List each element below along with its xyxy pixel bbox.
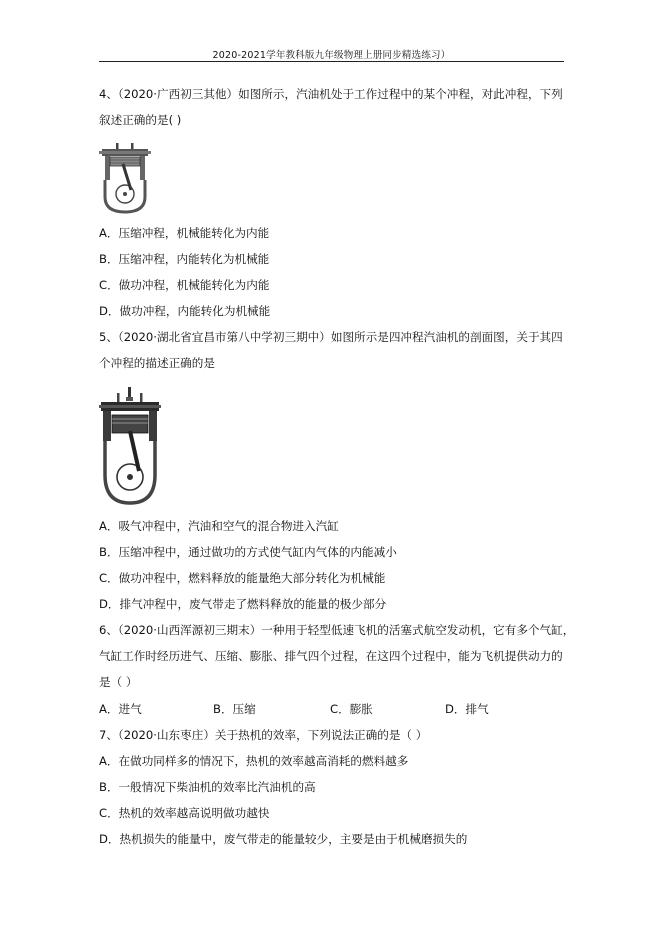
q5-option-c: C．做功冲程中，燃料释放的能量绝大部分转化为机械能 <box>99 571 386 585</box>
q4-option-d: D．做功冲程，内能转化为机械能 <box>99 304 271 318</box>
q5-engine-figure <box>99 387 161 507</box>
q5-stem-line-1: 5、（2020·湖北省宜昌市第八中学初三期中）如图所示是四冲程汽油机的剖面图，关于其四 <box>99 330 563 344</box>
q7-option-a: A．在做功同样多的情况下，热机的效率越高消耗的燃料越多 <box>99 754 409 768</box>
q4-stem-line-1: 4、（2020·广西初三其他）如图所示，汽油机处于工作过程中的某个冲程，对此冲程，下列 <box>99 87 563 101</box>
q6-stem-line-1: 6、（2020·山西浑源初三期末）一种用于轻型低速飞机的活塞式航空发动机，它有多个气缸， <box>99 623 575 637</box>
q4-stem-line-2: 叙述正确的是( ) <box>99 113 182 127</box>
q6-option-a: A．进气 <box>99 702 142 716</box>
q6-option-b: B．压缩 <box>213 702 256 716</box>
q6-stem-line-3: 是（ ） <box>99 675 138 689</box>
header-divider <box>99 61 564 62</box>
q6-option-c: C．膨胀 <box>330 702 373 716</box>
q7-option-d: D．热机损失的能量中，废气带走的能量较少，主要是由于机械磨损失的 <box>99 832 468 846</box>
q4-option-b: B．压缩冲程，内能转化为机械能 <box>99 252 270 266</box>
q7-option-b: B．一般情况下柴油机的效率比汽油机的高 <box>99 780 316 794</box>
q4-option-a: A．压缩冲程，机械能转化为内能 <box>99 226 270 240</box>
q7-stem-line-1: 7、（2020·山东枣庄）关于热机的效率，下列说法正确的是（ ） <box>99 728 428 742</box>
q6-option-d: D．排气 <box>445 702 489 716</box>
q5-stem-line-2: 个冲程的描述正确的是 <box>99 356 215 370</box>
q5-option-d: D．排气冲程中，废气带走了燃料释放的能量的极少部分 <box>99 597 387 611</box>
q4-option-c: C．做功冲程，机械能转化为内能 <box>99 278 270 292</box>
q4-engine-figure <box>99 142 151 214</box>
page-header: 2020-2021学年教科版九年级物理上册同步精选练习） <box>212 50 451 61</box>
q5-option-a: A．吸气冲程中，汽油和空气的混合物进入汽缸 <box>99 519 339 533</box>
q6-stem-line-2: 气缸工作时经历进气、压缩、膨胀、排气四个过程，在这四个过程中，能为飞机提供动力的 <box>99 649 563 663</box>
q5-option-b: B．压缩冲程中，通过做功的方式使气缸内气体的内能减小 <box>99 545 397 559</box>
q7-option-c: C．热机的效率越高说明做功越快 <box>99 806 270 820</box>
